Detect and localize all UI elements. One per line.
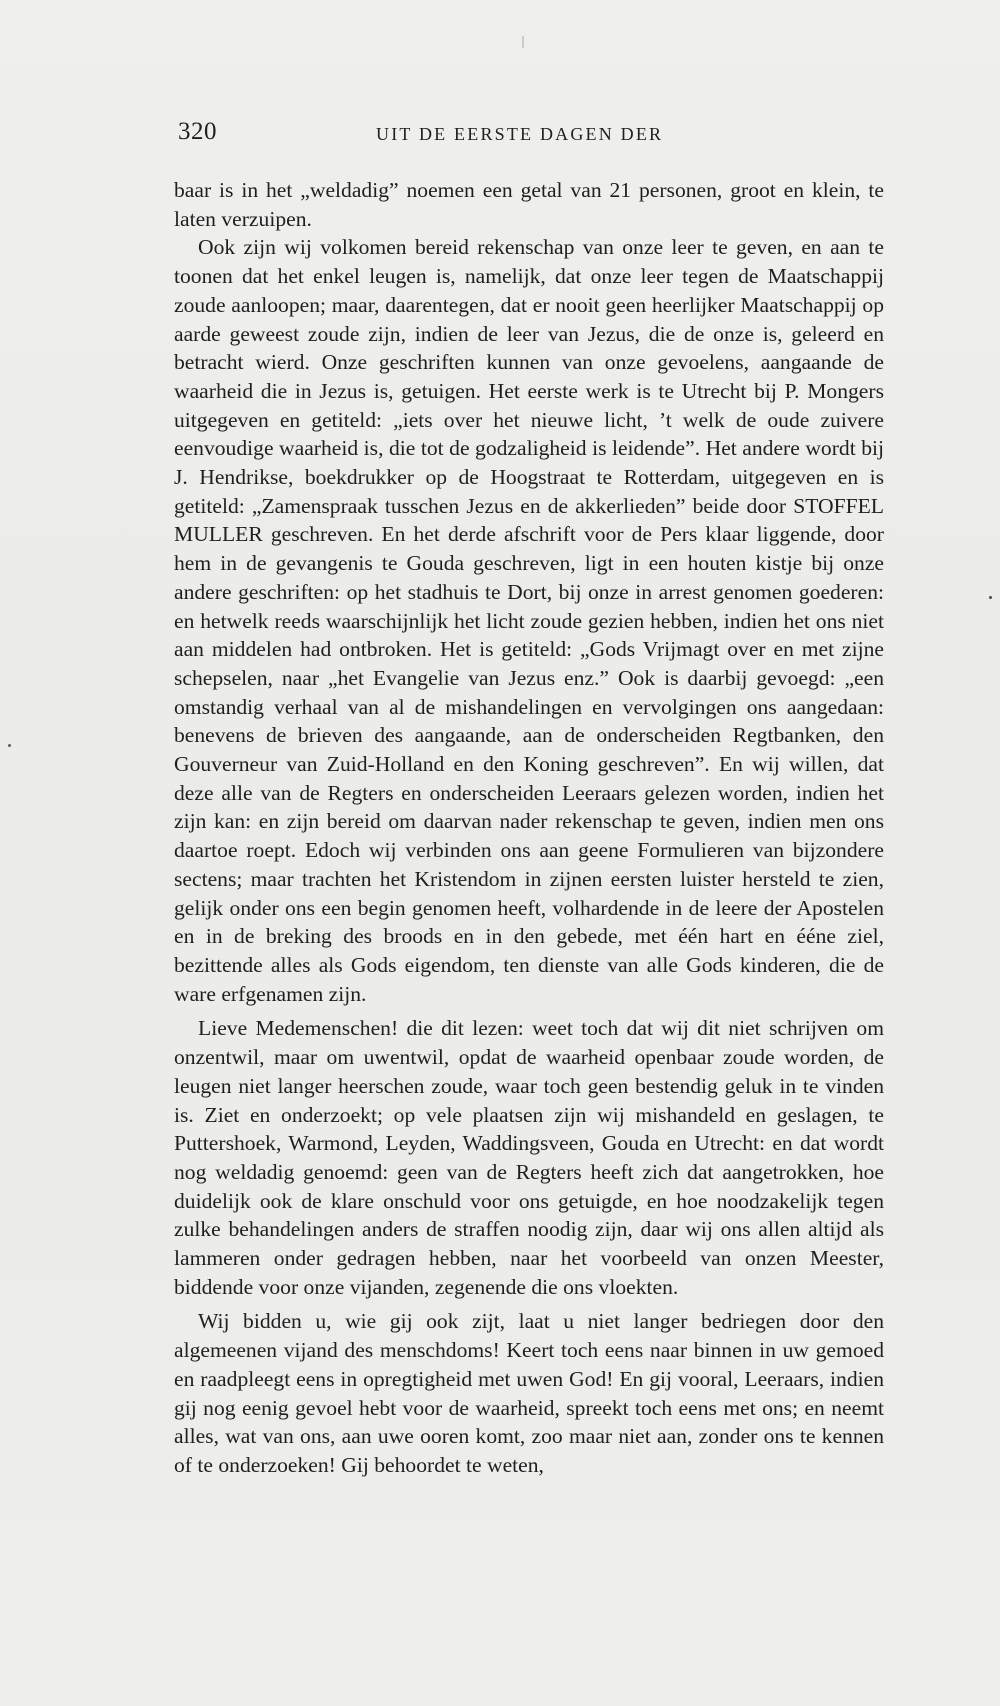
page-text: [174, 176, 884, 1480]
running-title: UIT DE EERSTE DAGEN DER: [376, 124, 664, 144]
paper-mark: [522, 36, 524, 48]
paper-speck-left: [8, 744, 11, 747]
page-header: [178, 118, 888, 158]
paragraph-1: baar is in het „weldadig” noemen een getal van 21 personen, groot en klein, te laten verzuipen.: [174, 178, 884, 231]
paragraph-3: Lieve Medemenschen! die dit lezen: weet toch dat wij dit niet schrijven om onzentwil, maar om uwentwil, opdat de waarheid openbaar zoude worden, de leugen niet langer heerschen zoude, waar toch geen bestendig geluk in te vinden is. Ziet en onderzoekt; op vele plaatsen zijn wij mishandeld en geslagen, te Puttershoek, Warmond, Leyden, Waddingsveen, Gouda en Utrecht: en dat wordt nog weldadig genoemd: geen van de Regters heeft zich dat aangetrokken, hoe duidelijk ook de klare onschuld voor ons getuigde, en hoe noodzakelijk tegen zulke behandelingen anders de straffen noodig zijn, daar wij ons allen altijd als lammeren onder gedragen hebben, naar het voorbeeld van onzen Meester, biddende voor onze vijanden, zegenende die ons vloekten.: [174, 1016, 884, 1299]
paragraph-2: Ook zijn wij volkomen bereid rekenschap van onze leer te geven, en aan te toonen dat het enkel leugen is, namelijk, dat onze leer tegen de Maatschappij zoude aanloopen; maar, daarentegen, dat er nooit geen heerlijker Maatschappij op aarde geweest zoude zijn, indien de leer van Jezus, die de onze is, geleerd en betracht wierd. Onze geschriften kunnen van onze gevoelens, aangaande de waarheid die in Jezus is, getuigen. Het eerste werk is te Utrecht bij P. Mongers uitgegeven en getiteld: „iets over het nieuwe licht, ’t welk de oude zuivere eenvoudige waarheid is, die tot de godzaligheid is leidende”. Het andere wordt bij J. Hendrikse, boekdrukker op de Hoogstraat te Rotterdam, uitgegeven en is getiteld: „Zamenspraak tusschen Jezus en de akkerlieden” beide door STOFFEL MULLER geschreven. En het derde afschrift voor de Pers klaar liggende, door hem in de gevangenis te Gouda geschreven, ligt in een houten kistje bij onze andere geschriften: op het stadhuis te Dort, bij onze in arrest genomen goederen: en hetwelk reeds waarschijnlijk het licht zoude gezien hebben, indien het ons niet aan middelen had ontbroken. Het is getiteld: „Gods Vrijmagt over en met zijne schepselen, naar „het Evangelie van Jezus enz.” Ook is daarbij gevoegd: „een omstandig verhaal van al de mishandelingen en vervolgingen ons aangedaan: benevens de brieven des aangaande, aan de onderscheiden Regtbanken, den Gouverneur van Zuid-Holland en den Koning geschreven”. En wij willen, dat deze alle van de Regters en onderscheiden Leeraars gelezen worden, indien het zijn kan: en zijn bereid om daarvan nader rekenschap te geven, indien men ons daartoe roept. Edoch wij verbinden ons aan geene Formulieren van bijzondere sectens; maar trachten het Kristendom in zijnen eersten luister hersteld te zien, gelijk onder ons een begin genomen heeft, volhardende in de leere der Apostelen en in de breking des broods en in den gebede, met één hart en ééne ziel, bezittende alles als Gods eigendom, ten dienste van alle Gods kinderen, die de ware erfgenamen zijn.: [174, 235, 884, 1006]
page-number: 320: [178, 118, 217, 145]
paper-speck-right: [989, 596, 992, 599]
paragraph-4: Wij bidden u, wie gij ook zijt, laat u niet langer bedriegen door den algemeenen vijand des menschdoms! Keert toch eens naar binnen in uw gemoed en raadpleegt eens in opregtigheid met uwen God! En gij vooral, Leeraars, indien gij nog eenig gevoel hebt voor de waarheid, spreekt toch eens met ons; en neemt alles, wat van ons, aan uwe ooren komt, zoo maar niet aan, zonder ons te kennen of te onderzoeken! Gij behoordet te weten,: [174, 1309, 884, 1477]
